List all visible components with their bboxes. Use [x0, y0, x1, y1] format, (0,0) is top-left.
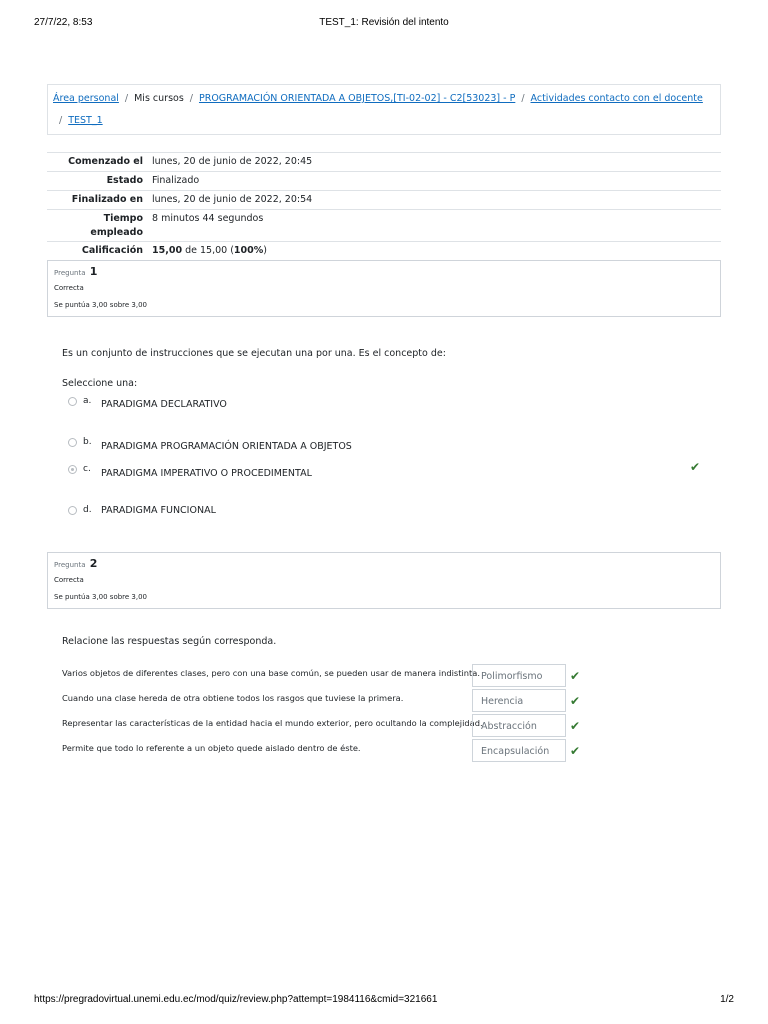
question-label: Pregunta: [54, 561, 86, 569]
answer-letter: b.: [83, 437, 92, 447]
answer-letter: a.: [83, 396, 92, 406]
grade-label: Calificación: [81, 245, 143, 256]
answer-radio-selected[interactable]: [68, 465, 77, 474]
question-2-grade: Se puntúa 3,00 sobre 3,00: [54, 593, 148, 601]
answer-option-d[interactable]: [68, 506, 708, 522]
state-label: Estado: [106, 175, 143, 186]
answer-radio[interactable]: [68, 438, 77, 447]
match-row: [62, 739, 582, 763]
print-page-number: 1/2: [720, 994, 734, 1005]
print-date: 27/7/22, 8:53: [34, 17, 93, 28]
match-answer-select[interactable]: Encapsulación: [472, 739, 566, 762]
breadcrumb-separator: /: [124, 93, 129, 104]
finished-value: lunes, 20 de junio de 2022, 20:54: [152, 194, 313, 205]
time-label-line1: Tiempo: [103, 213, 143, 224]
question-number: 2: [89, 557, 98, 570]
attempt-summary-table: [47, 152, 721, 261]
match-statement: Cuando una clase hereda de otra obtiene todos los rasgos que tuviese la primera.: [62, 693, 404, 703]
breadcrumb-separator: /: [59, 115, 63, 126]
match-statement: Permite que todo lo referente a un objeto quede aislado dentro de éste.: [62, 743, 361, 753]
grade-percent: 100%: [233, 245, 264, 256]
summary-row-time: [47, 210, 721, 242]
state-value: Finalizado: [152, 175, 200, 186]
grade-value: [147, 242, 271, 260]
question-label: Pregunta: [54, 269, 86, 277]
grade-score: 15,00: [152, 245, 183, 256]
question-2-text: Relacione las respuestas según corresponda.: [62, 636, 277, 647]
breadcrumb-activities-link[interactable]: Actividades contacto con el docente: [530, 93, 703, 104]
breadcrumb-test-link[interactable]: TEST_1: [68, 115, 103, 126]
started-label: Comenzado el: [68, 156, 143, 167]
check-icon: ✔: [570, 694, 581, 708]
grade-of: de 15,00 (: [182, 245, 234, 256]
answer-radio[interactable]: [68, 506, 77, 515]
answer-text: PARADIGMA PROGRAMACIÓN ORIENTADA A OBJETOS: [101, 441, 352, 452]
print-url: https://pregradovirtual.unemi.edu.ec/mod/quiz/review.php?attempt=1984116&cmid=321661: [34, 994, 438, 1005]
question-1-info: [47, 260, 721, 317]
match-row: [62, 714, 582, 738]
answer-option-b[interactable]: [68, 438, 708, 454]
check-icon: ✔: [570, 744, 581, 758]
match-answer-select[interactable]: Polimorfismo: [472, 664, 566, 687]
grade-close: ): [263, 245, 267, 256]
breadcrumb-separator: /: [521, 93, 525, 104]
print-title: TEST_1: Revisión del intento: [319, 17, 449, 28]
match-answer-select[interactable]: Herencia: [472, 689, 566, 712]
print-header: [34, 17, 734, 31]
answer-radio[interactable]: [68, 397, 77, 406]
summary-row-finished: [47, 191, 721, 210]
match-answer-select[interactable]: Abstracción: [472, 714, 566, 737]
time-label: [47, 210, 147, 241]
answer-option-c[interactable]: [68, 465, 708, 481]
question-1-prompt: Seleccione una:: [62, 378, 138, 389]
question-2-info: [47, 552, 721, 609]
summary-row-started: [47, 153, 721, 172]
question-1-number: [54, 265, 97, 278]
breadcrumb-my-courses: Mis cursos: [134, 93, 184, 104]
time-label-line2: empleado: [90, 227, 143, 238]
question-1-grade: Se puntúa 3,00 sobre 3,00: [54, 301, 148, 309]
question-2-number: [54, 557, 97, 570]
breadcrumb-separator: /: [189, 93, 193, 104]
breadcrumb-home-link[interactable]: Área personal: [53, 93, 119, 104]
started-value: lunes, 20 de junio de 2022, 20:45: [152, 156, 313, 167]
match-statement: Representar las características de la entidad hacia el mundo exterior, pero ocultando la complejidad.: [62, 718, 483, 728]
match-row: [62, 664, 582, 688]
breadcrumb-course-link[interactable]: PROGRAMACIÓN ORIENTADA A OBJETOS,[TI-02-02] - C2[53023] - P: [198, 93, 516, 104]
question-number: 1: [89, 265, 98, 278]
check-icon: ✔: [690, 460, 701, 474]
answer-option-a[interactable]: [68, 397, 708, 413]
breadcrumb: [47, 84, 721, 135]
answer-text: PARADIGMA FUNCIONAL: [101, 505, 216, 516]
answer-text: PARADIGMA DECLARATIVO: [101, 399, 227, 410]
answer-letter: c.: [83, 464, 91, 474]
match-statement: Varios objetos de diferentes clases, pero con una base común, se pueden usar de manera indistinta.: [62, 668, 481, 678]
summary-row-grade: [47, 242, 721, 261]
summary-row-state: [47, 172, 721, 191]
print-footer: [34, 994, 734, 1008]
check-icon: ✔: [570, 669, 581, 683]
finished-label: Finalizado en: [71, 194, 143, 205]
match-row: [62, 689, 582, 713]
time-value: 8 minutos 44 segundos: [152, 213, 264, 224]
question-1-state: Correcta: [54, 284, 84, 292]
question-2-state: Correcta: [54, 576, 84, 584]
answer-text: PARADIGMA IMPERATIVO O PROCEDIMENTAL: [101, 468, 312, 479]
question-1-text: Es un conjunto de instrucciones que se ejecutan una por una. Es el concepto de:: [62, 348, 446, 359]
answer-letter: d.: [83, 505, 92, 515]
check-icon: ✔: [570, 719, 581, 733]
